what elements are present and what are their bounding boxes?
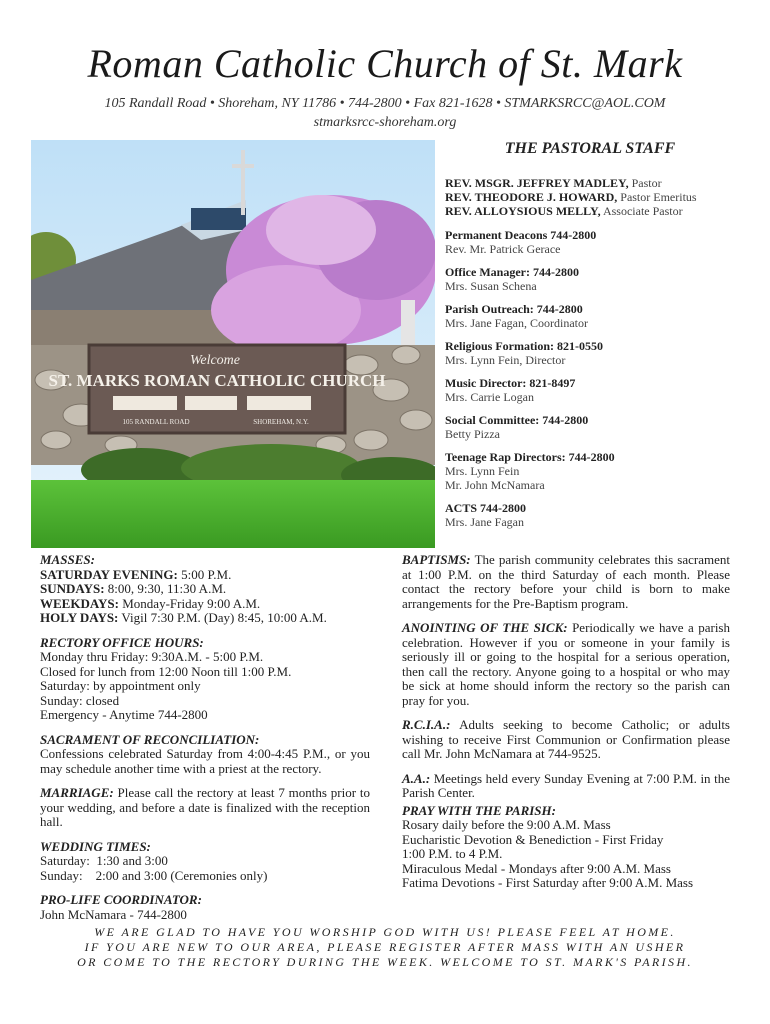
pray-section: PRAY WITH THE PARISH: Rosary daily before the 9:00 A.M. Mass Eucharistic Devotion & Benediction - First Friday 1:00 P.M. to 4 P.M. Miraculous Medal - Mondays after 9:00 A.M. Mass Fatima Devotions - First Saturday after 9:00 A.M. Mass	[402, 802, 694, 890]
page-title: Roman Catholic Church of St. Mark	[87, 41, 683, 86]
clergy-item: REV. MSGR. JEFFREY MADLEY, Pastor	[445, 176, 662, 190]
baptisms-section: BAPTISMS: The parish community celebrates this sacrament at 1:00 P.M. on the third Saturday of each month. Please contact the rectory before your child is born to make arrangements for the Pre-Baptism program.	[402, 552, 730, 611]
prolife-section: PRO-LIFE COORDINATOR: John McNamara - 744-2800	[40, 892, 202, 922]
staff-group: Music Director: 821-8497 Mrs. Carrie Logan	[445, 376, 576, 404]
sign-town: SHOREHAM, N.Y.	[253, 418, 309, 426]
sign-church-name: ST. MARKS ROMAN CATHOLIC CHURCH	[48, 371, 386, 390]
wedding-times-section: WEDDING TIMES: Saturday: 1:30 and 3:00 Sunday: 2:00 and 3:00 (Ceremonies only)	[40, 838, 268, 883]
staff-group: Social Committee: 744-2800 Betty Pizza	[445, 413, 589, 441]
reconciliation-section: SACRAMENT OF RECONCILIATION: Confessions celebrated Saturday from 4:00-4:45 P.M., or you may schedule another time with a priest at the rectory.	[40, 731, 370, 776]
marriage-section: MARRIAGE: Please call the rectory at least 7 months prior to your wedding, and before a date is finalized with the reception hall.	[40, 785, 370, 829]
website-line: stmarksrcc-shoreham.org	[313, 115, 457, 130]
rectory-hours-section: RECTORY OFFICE HOURS: Monday thru Friday: 9:30A.M. - 5:00 P.M. Closed for lunch from 12:00 Noon till 1:00 P.M. Saturday: by appointment only Sunday: closed Emergency - Anytime 744-2800	[40, 634, 292, 722]
rcia-section: R.C.I.A.: Adults seeking to become Catholic; or adults wishing to receive First Communion or Confirmation please call Mr. John McNamara at 744-9525.	[402, 717, 730, 761]
staff-group: Teenage Rap Directors: 744-2800 Mrs. Lynn Fein Mr. John McNamara	[445, 450, 615, 492]
staff-group: Religious Formation: 821-0550 Mrs. Lynn Fein, Director	[445, 339, 603, 367]
staff-title: THE PASTORAL STAFF	[504, 140, 676, 157]
clergy-item: REV. THEODORE J. HOWARD, Pastor Emeritus	[445, 190, 697, 204]
staff-group: Permanent Deacons 744-2800 Rev. Mr. Patrick Gerace	[445, 228, 597, 256]
aa-section: A.A.: Meetings held every Sunday Evening at 7:00 P.M. in the Parish Center.	[402, 770, 730, 800]
clergy-item: REV. ALLOYSIOUS MELLY, Associate Pastor	[445, 204, 683, 218]
sign-address: 105 RANDALL ROAD	[122, 418, 190, 426]
staff-list	[445, 176, 745, 529]
sign-welcome: Welcome	[189, 353, 241, 368]
masses-section: MASSES: SATURDAY EVENING: 5:00 P.M. SUNDAYS: 8:00, 9:30, 11:30 A.M. WEEKDAYS: Monday-Friday 9:00 A.M. HOLY DAYS: Vigil 7:30 P.M. (Day) 8:45, 10:00 A.M.	[40, 552, 327, 625]
anointing-section: ANOINTING OF THE SICK: Periodically we have a parish celebration. However if you or someone in your family is seriously ill or going to the hospital for a serious operation, then call the rectory. Anyone going to a hospital or who may be sick at home should inform the rectory so the parish can pray for you.	[402, 620, 730, 708]
staff-group: Parish Outreach: 744-2800 Mrs. Jane Fagan, Coordinator	[445, 302, 588, 330]
staff-group: ACTS 744-2800 Mrs. Jane Fagan	[445, 501, 527, 529]
church-photo	[31, 140, 435, 548]
welcome-footer: WE ARE GLAD TO HAVE YOU WORSHIP GOD WITH US! PLEASE FEEL AT HOME. IF YOU ARE NEW TO OUR AREA, PLEASE REGISTER AFTER MASS WITH AN USHER OR COME TO THE RECTORY DURING THE WEEK. WELCOME TO ST. MARK'S PARISH.	[77, 925, 693, 969]
contact-line: 105 Randall Road • Shoreham, NY 11786 • 744-2800 • Fax 821-1628 • STMARKSRCC@AOL.COM	[104, 96, 666, 111]
staff-group: Office Manager: 744-2800 Mrs. Susan Schena	[445, 265, 579, 293]
left-column	[40, 553, 370, 932]
right-column	[402, 553, 730, 901]
